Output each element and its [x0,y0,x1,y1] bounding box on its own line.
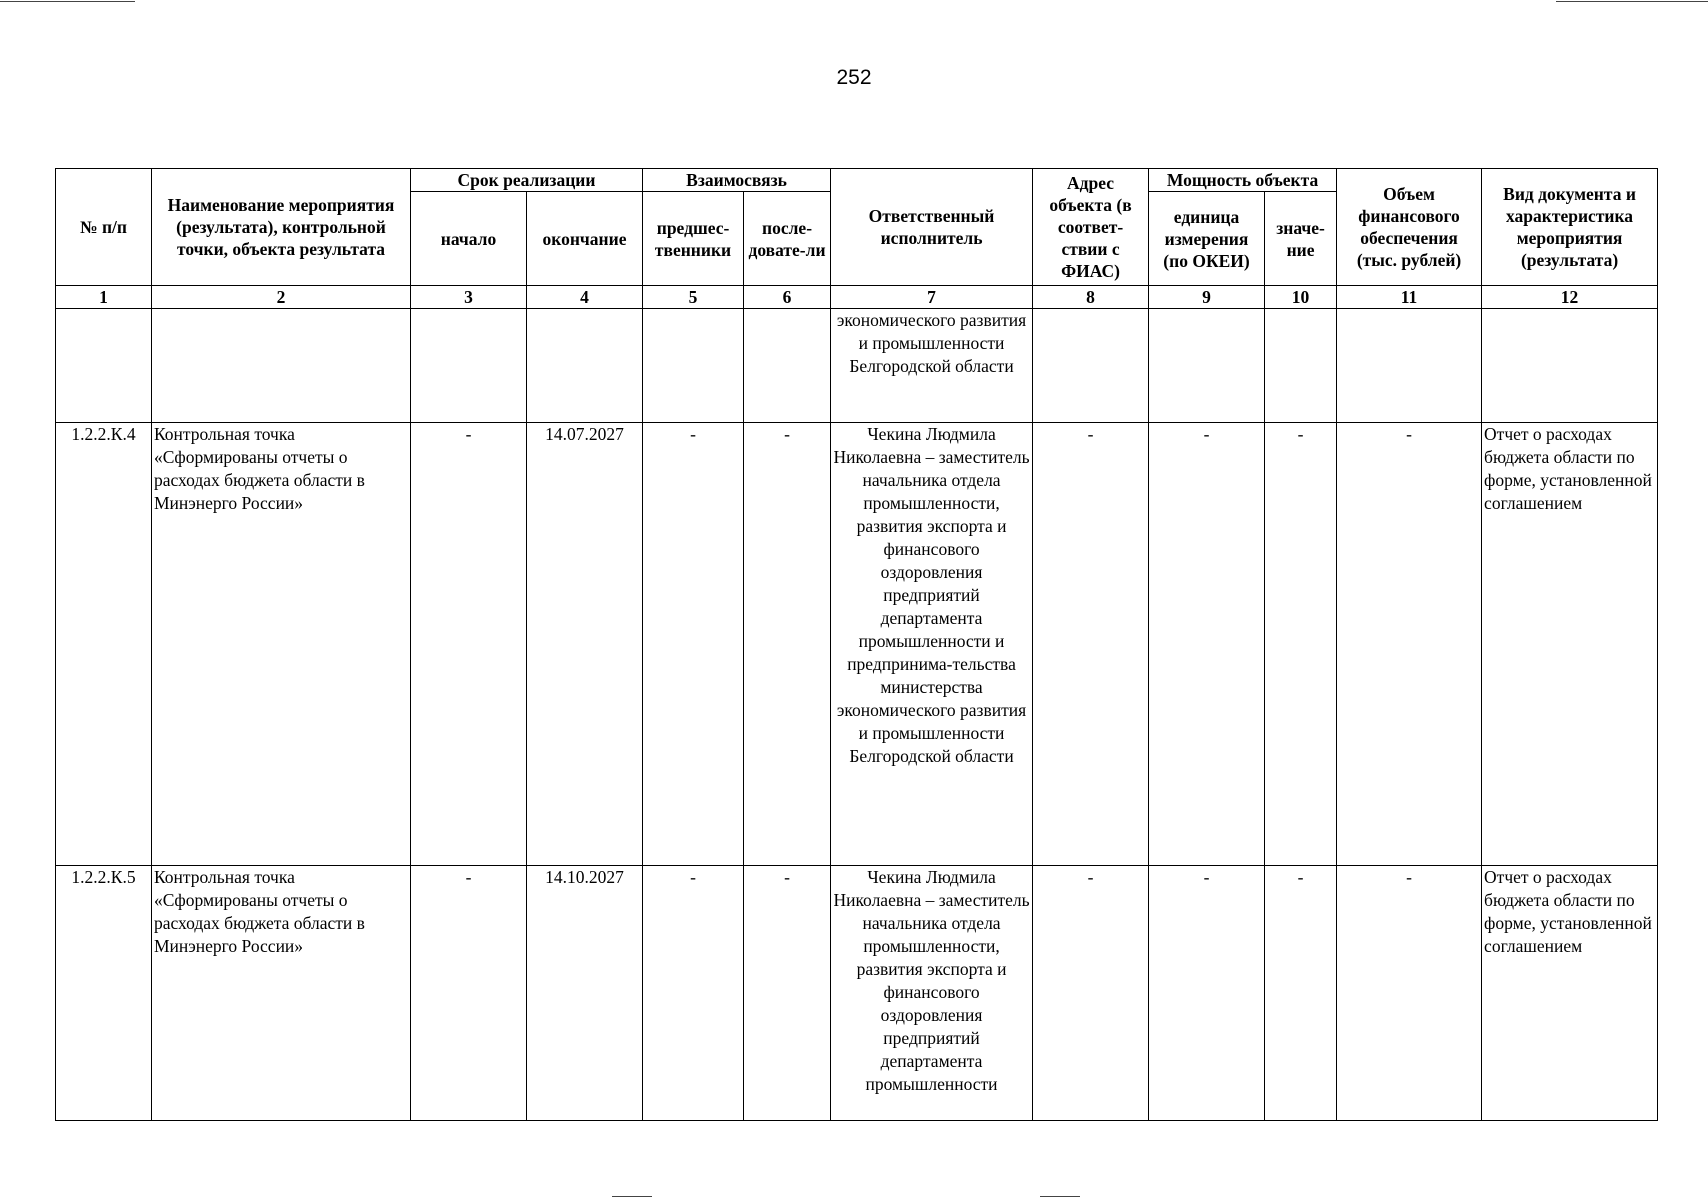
row-finance: - [1337,866,1482,1121]
row-unit [1149,309,1265,423]
row-num: 1.2.2.К.5 [56,866,152,1121]
row-unit: - [1149,423,1265,866]
row-document [1482,309,1658,423]
column-number: 10 [1265,286,1337,309]
row-name [152,309,411,423]
row-name: Контрольная точка «Сформированы отчеты о расходах бюджета области в Минэнерго России» [152,866,411,1121]
header-name: Наименование мероприятия (результата), контрольной точки, объекта результата [152,169,411,286]
column-number: 7 [831,286,1033,309]
column-number: 9 [1149,286,1265,309]
row-predecessors [643,309,744,423]
column-number: 5 [643,286,744,309]
header-start: начало [411,192,527,286]
row-unit: - [1149,866,1265,1121]
column-number: 4 [527,286,643,309]
row-address: - [1033,866,1149,1121]
header-link-group: Взаимосвязь [643,169,831,192]
row-address: - [1033,423,1149,866]
header-address: Адрес объекта (в соответ-ствии с ФИАС) [1033,169,1149,286]
header-finance: Объем финансового обеспечения (тыс. рублей) [1337,169,1482,286]
row-name: Контрольная точка «Сформированы отчеты о расходах бюджета области в Минэнерго России» [152,423,411,866]
header-power-group: Мощность объекта [1149,169,1337,192]
header-term-group: Срок реализации [411,169,643,192]
row-num [56,309,152,423]
row-end: 14.07.2027 [527,423,643,866]
scan-edge-mark [1556,1,1708,2]
row-value: - [1265,423,1337,866]
row-document: Отчет о расходах бюджета области по форме, установленной соглашением [1482,423,1658,866]
row-successors: - [744,423,831,866]
row-successors [744,309,831,423]
column-number: 8 [1033,286,1149,309]
table-row [56,309,1658,423]
table-row [56,866,1658,1121]
header-num: № п/п [56,169,152,286]
column-number: 11 [1337,286,1482,309]
column-number: 3 [411,286,527,309]
page-number: 252 [836,66,872,89]
row-end [527,309,643,423]
row-responsible-text: Чекина Людмила Николаевна – заместитель начальника отдела промышленности, развития экспорта и финансового оздоровления предприятий департамента промышленности [833,867,1030,1094]
row-responsible: экономического развития и промышленности Белгородской области [831,309,1033,423]
row-predecessors: - [643,866,744,1121]
column-number: 2 [152,286,411,309]
row-finance [1337,309,1482,423]
row-finance: - [1337,423,1482,866]
row-value [1265,309,1337,423]
column-numbers-row [56,286,1658,309]
row-document: Отчет о расходах бюджета области по форме, установленной соглашением [1482,866,1658,1121]
header-predecessors: предшес-твенники [643,192,744,286]
row-start: - [411,866,527,1121]
row-num: 1.2.2.К.4 [56,423,152,866]
header-unit: единица измерения (по ОКЕИ) [1149,192,1265,286]
column-number: 6 [744,286,831,309]
row-predecessors: - [643,423,744,866]
row-address [1033,309,1149,423]
scan-edge-mark [612,1196,652,1197]
column-number: 12 [1482,286,1658,309]
plan-table [55,168,1658,1121]
scan-edge-mark [0,1,135,2]
row-value: - [1265,866,1337,1121]
row-successors: - [744,866,831,1121]
header-end: окончание [527,192,643,286]
table-row [56,423,1658,866]
row-responsible [831,866,1033,1121]
header-responsible: Ответственный исполнитель [831,169,1033,286]
header-document: Вид документа и характеристика мероприятия (результата) [1482,169,1658,286]
header-value: значе-ние [1265,192,1337,286]
row-end: 14.10.2027 [527,866,643,1121]
scan-edge-mark [1040,1196,1080,1197]
row-responsible: Чекина Людмила Николаевна – заместитель начальника отдела промышленности, развития экспорта и финансового оздоровления предприятий департамента промышленности и предпринима-тельства министерства экономического развития и промышленности Белгородской области [831,423,1033,866]
row-start [411,309,527,423]
header-successors: после-довате-ли [744,192,831,286]
column-number: 1 [56,286,152,309]
row-start: - [411,423,527,866]
